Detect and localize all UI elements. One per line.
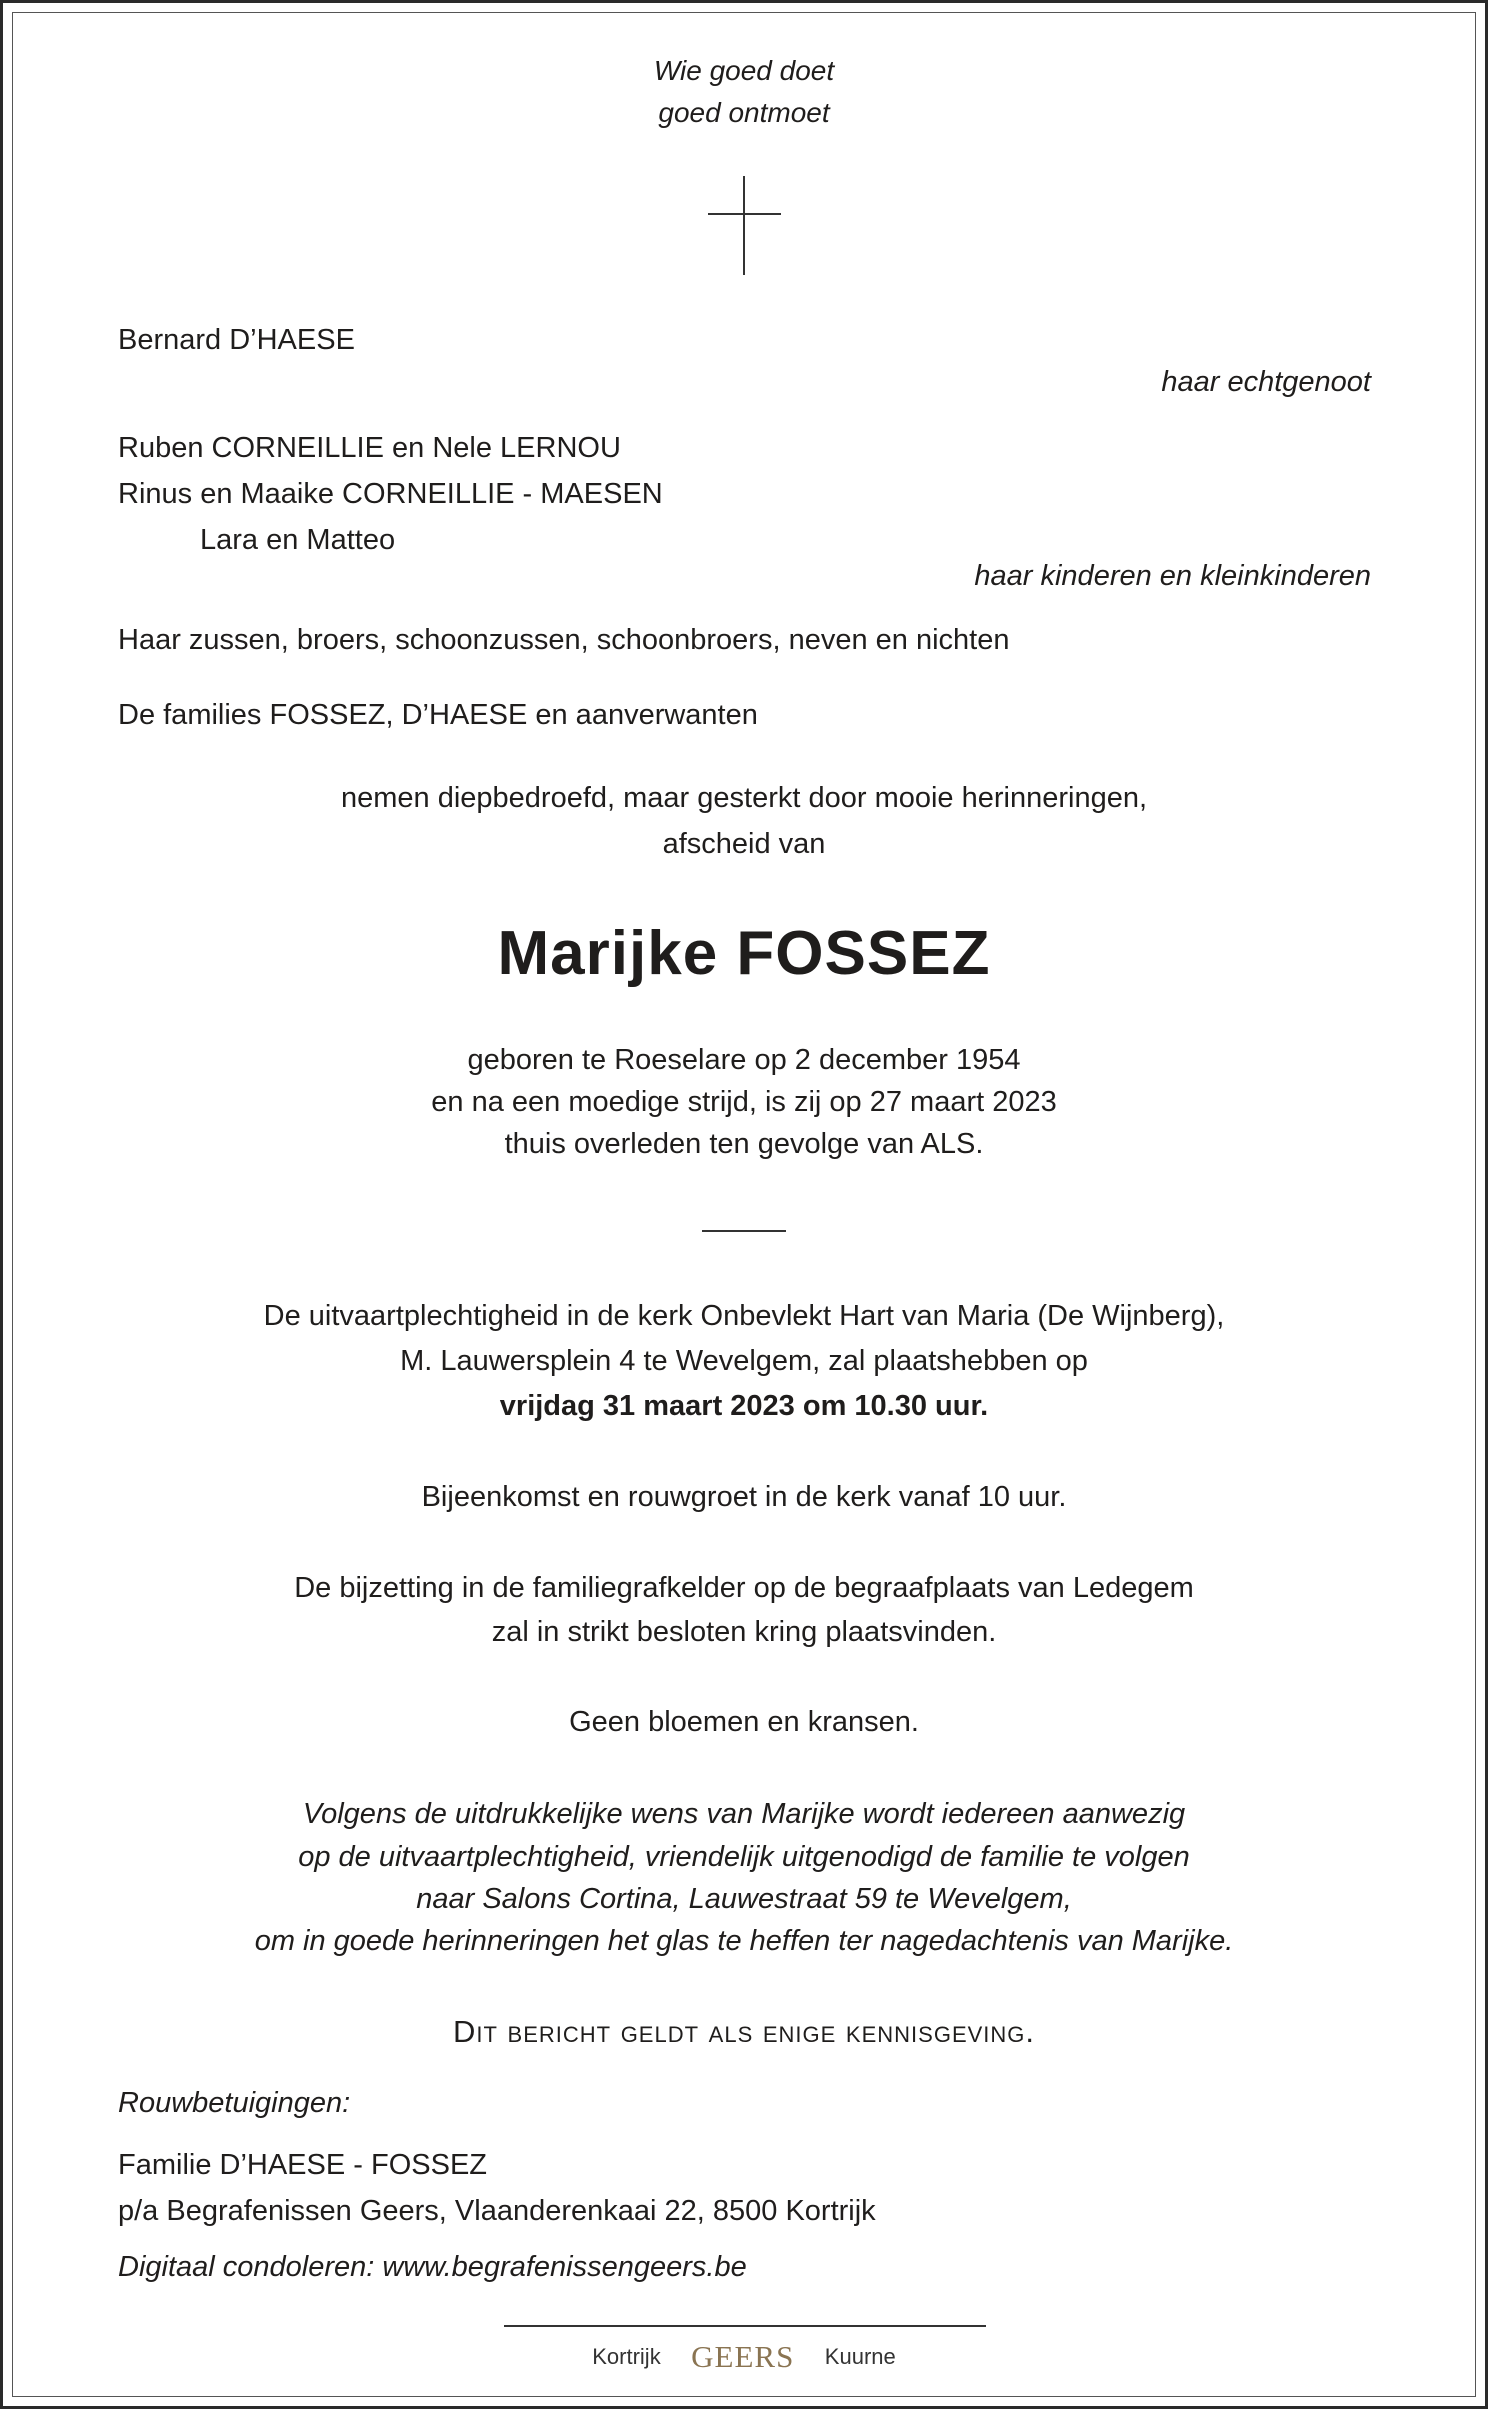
- motto-line-2: goed ontmoet: [658, 97, 830, 128]
- spouse-role: haar echtgenoot: [1161, 366, 1371, 398]
- wish-line-3: naar Salons Cortina, Lauwestraat 59 te Wevelgem,: [416, 1883, 1072, 1915]
- wish-line-4: om in goede herinneringen het glas te heffen ter nagedachtenis van Marijke.: [254, 1925, 1234, 1957]
- geers-logo: GEERS: [691, 2339, 795, 2374]
- child-2: Rinus en Maaike CORNEILLIE - MAESEN: [118, 478, 663, 510]
- child-1: Ruben CORNEILLIE en Nele LERNOU: [118, 432, 621, 464]
- families: De families FOSSEZ, D’HAESE en aanverwanten: [118, 699, 758, 731]
- announcement-line-1: nemen diepbedroefd, maar gesterkt door mooie herinneringen,: [340, 782, 1148, 814]
- deceased-cause: thuis overleden ten gevolge van ALS.: [504, 1128, 984, 1160]
- motto-line-1: Wie goed doet: [653, 55, 835, 86]
- footer: [0, 2339, 1488, 2375]
- funeral-datetime: vrijdag 31 maart 2023 om 10.30 uur.: [499, 1390, 989, 1422]
- footer-rule: [504, 2325, 986, 2327]
- siblings: Haar zussen, broers, schoonzussen, schoonbroers, neven en nichten: [118, 624, 1010, 656]
- footer-left: Kortrijk: [592, 2344, 661, 2369]
- condolences-family: Familie D’HAESE - FOSSEZ: [118, 2149, 487, 2181]
- burial-line-2: zal in strikt besloten kring plaatsvinden.: [491, 1616, 997, 1648]
- wish-line-1: Volgens de uitdrukkelijke wens van Marijke wordt iedereen aanwezig: [302, 1798, 1186, 1830]
- funeral-line-2: M. Lauwersplein 4 te Wevelgem, zal plaatshebben op: [400, 1345, 1088, 1377]
- burial-line-1: De bijzetting in de familiegrafkelder op de begraafplaats van Ledegem: [294, 1572, 1194, 1604]
- funeral-line-1: De uitvaartplechtigheid in de kerk Onbevlekt Hart van Maria (De Wijnberg),: [263, 1300, 1225, 1332]
- divider: [702, 1230, 786, 1232]
- deceased-birth: geboren te Roeselare op 2 december 1954: [467, 1044, 1021, 1076]
- grandchildren: Lara en Matteo: [200, 524, 396, 556]
- condolences-address: p/a Begrafenissen Geers, Vlaanderenkaai 22, 8500 Kortrijk: [118, 2195, 876, 2227]
- deceased-name: Marijke FOSSEZ: [497, 919, 991, 988]
- children-role: haar kinderen en kleinkinderen: [974, 560, 1371, 592]
- spouse-name: Bernard D’HAESE: [118, 324, 355, 356]
- wish-line-2: op de uitvaartplechtigheid, vriendelijk uitgenodigd de familie te volgen: [298, 1841, 1190, 1873]
- condolences-online: Digitaal condoleren: www.begrafenissengeers.be: [118, 2251, 747, 2283]
- announcement-line-2: afscheid van: [662, 828, 826, 860]
- condolences-heading: Rouwbetuigingen:: [118, 2087, 351, 2119]
- notice: Dit bericht geldt als enige kennisgeving.: [452, 2014, 1036, 2049]
- gathering: Bijeenkomst en rouwgroet in de kerk vanaf 10 uur.: [421, 1481, 1067, 1513]
- footer-right: Kuurne: [824, 2344, 896, 2369]
- deceased-death: en na een moedige strijd, is zij op 27 maart 2023: [431, 1086, 1057, 1118]
- no-flowers: Geen bloemen en kransen.: [569, 1706, 919, 1738]
